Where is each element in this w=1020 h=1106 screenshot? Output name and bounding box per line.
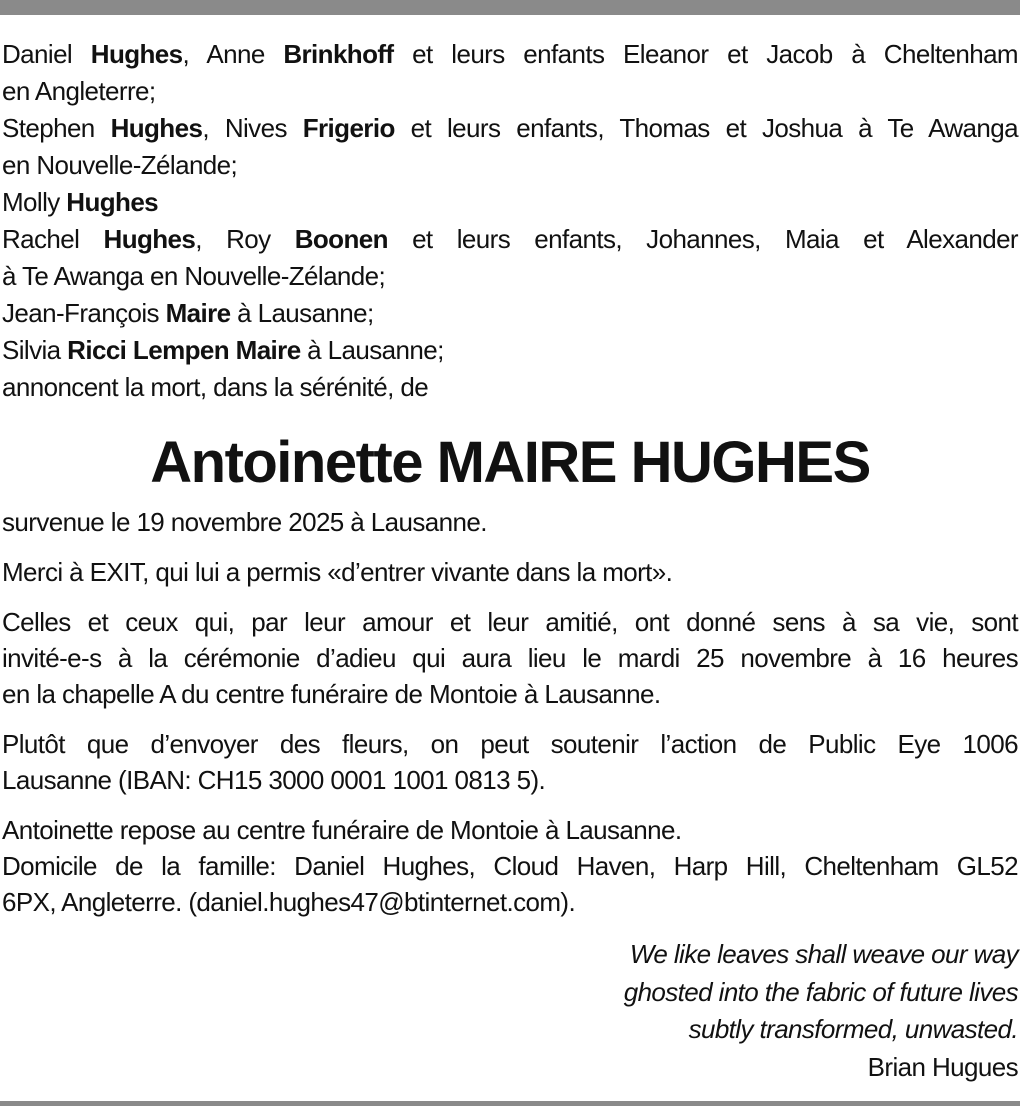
family-text: en Nouvelle-Zélande; (2, 150, 238, 180)
notice-line: Lausanne (IBAN: CH15 3000 0001 1001 0813 5). (2, 765, 546, 795)
family-line (2, 36, 1018, 73)
top-rule (0, 0, 1020, 15)
deceased-name: Antoinette MAIRE HUGHES (150, 430, 870, 495)
poem-line: ghosted into the fabric of future lives (623, 976, 1018, 1007)
family-surname: Boonen (294, 224, 388, 254)
family-line (2, 258, 1018, 295)
family-surname: Hughes (90, 39, 183, 69)
family-surname: Frigerio (302, 113, 395, 143)
family-text: Silvia (2, 335, 68, 365)
poem-line: subtly transformed, unwasted. (688, 1014, 1018, 1044)
family-text: Rachel (2, 224, 104, 254)
family-text: à Lausanne; (230, 298, 374, 328)
family-line (2, 73, 1018, 110)
family-text: Stephen (2, 113, 111, 143)
family-text: et leurs enfants Eleanor et Jacob à Cheltenham (393, 39, 1018, 69)
notice-line: Antoinette repose au centre funéraire de Montoie à Lausanne. (2, 815, 682, 845)
notice-line: Plutôt que d’envoyer des fleurs, on peut soutenir l’action de Public Eye 1006 (2, 729, 1018, 759)
notice-paragraph (2, 604, 1018, 712)
notice-line: en la chapelle A du centre funéraire de Montoie à Lausanne. (2, 679, 661, 709)
family-text: , Roy (195, 224, 295, 254)
poem (624, 936, 1018, 1086)
family-surname: Hughes (66, 187, 159, 217)
family-line (2, 332, 1018, 369)
bottom-rule (0, 1101, 1020, 1106)
notice-line: survenue le 19 novembre 2025 à Lausanne. (2, 507, 487, 537)
family-text: à Te Awanga en Nouvelle-Zélande; (2, 261, 386, 291)
family-surname: Ricci Lempen Maire (67, 335, 301, 365)
family-line (2, 147, 1018, 184)
notice-line: invité-e-s à la cérémonie d’adieu qui aura lieu le mardi 25 novembre à 16 heures (2, 643, 1018, 673)
family-text: et leurs enfants, Thomas et Joshua à Te Awanga (394, 113, 1018, 143)
notice-paragraph (2, 726, 1018, 798)
family-line (2, 184, 1018, 221)
family-surname: Hughes (103, 224, 196, 254)
notice-paragraph (2, 554, 1018, 590)
poem-author: Brian Hugues (867, 1051, 1018, 1082)
family-text: à Lausanne; (300, 335, 444, 365)
notice-line: Celles et ceux qui, par leur amour et leur amitié, ont donné sens à sa vie, sont (2, 607, 1018, 637)
family-text: et leurs enfants, Johannes, Maia et Alexander (387, 224, 1018, 254)
family-text: annoncent la mort, dans la sérénité, de (2, 372, 429, 402)
notice-line: Domicile de la famille: Daniel Hughes, Cloud Haven, Harp Hill, Cheltenham GL52 (2, 851, 1018, 881)
notice-line: 6PX, Angleterre. (daniel.hughes47@btinternet.com). (2, 887, 576, 917)
family-text: Daniel (2, 39, 91, 69)
family-surname: Brinkhoff (283, 39, 394, 69)
family-line (2, 369, 1018, 406)
notice-paragraph (2, 812, 1018, 920)
notice-body (2, 504, 1018, 934)
family-text: Molly (2, 187, 67, 217)
family-surname: Hughes (110, 113, 203, 143)
family-surname: Maire (165, 298, 231, 328)
family-announcement (2, 36, 1018, 406)
family-text: , Nives (202, 113, 303, 143)
family-line (2, 221, 1018, 258)
family-text: Jean-François (2, 298, 166, 328)
notice-paragraph (2, 504, 1018, 540)
poem-line: We like leaves shall weave our way (629, 939, 1018, 969)
family-text: en Angleterre; (2, 76, 156, 106)
family-line (2, 110, 1018, 147)
family-text: , Anne (182, 39, 284, 69)
family-line (2, 295, 1018, 332)
notice-line: Merci à EXIT, qui lui a permis «d’entrer vivante dans la mort». (2, 557, 673, 587)
